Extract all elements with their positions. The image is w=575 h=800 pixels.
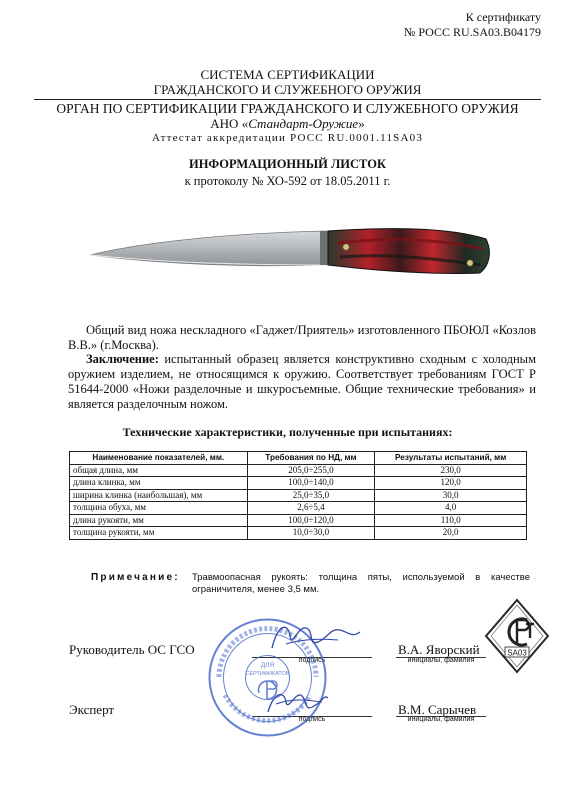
- org-anon-prefix: АНО «: [210, 116, 249, 131]
- knife-photo: [88, 225, 498, 285]
- signature-scribble-expert: [262, 684, 332, 718]
- name-caption: инициалы, фамилия: [407, 716, 475, 723]
- header-parameter: Наименование показателей, мм.: [70, 452, 248, 465]
- table-title: Технические характеристики, полученные при испытаниях:: [122, 425, 453, 439]
- stamp-center-bottom: СЕРТИФИКАТОВ: [245, 671, 290, 677]
- table-row: [70, 502, 527, 515]
- row-parameter: длина рукояти, мм: [70, 514, 248, 527]
- document-subtitle: к протоколу № ХО-592 от 18.05.2011 г.: [184, 174, 391, 188]
- row-result: 20,0: [375, 527, 527, 540]
- row-result: 30,0: [375, 489, 527, 502]
- conclusion-text: испытанный образец является конструктивно сходным с холодным оружием изделием, не относящимся к оружию. Соответствует требованиям ГОСТ Р 51644-2000 «Ножи разделочные и шкуросъемные. Общие технические требования» и является разделочным ножом.: [68, 352, 536, 411]
- row-parameter: длина клинка, мм: [70, 477, 248, 490]
- row-requirement: 10,0÷30,0: [247, 527, 375, 540]
- accreditation-line: Аттестат аккредитации РОСС RU.0001.11SA03: [151, 132, 424, 144]
- signature-role-head: Руководитель ОС ГСО: [69, 642, 195, 657]
- stamp-center-top: ДЛЯ: [260, 662, 275, 669]
- knife-description: Общий вид ножа нескладного «Гаджет/Приятель» изготовленного ПБОЮЛ «Козлов В.В.» (г.Москва).: [68, 323, 536, 352]
- row-result: 230,0: [375, 464, 527, 477]
- row-requirement: 205,0÷255,0: [247, 464, 375, 477]
- org-anon-suffix: »: [358, 116, 365, 131]
- table-row: [70, 464, 527, 477]
- row-parameter: общая длина, мм: [70, 464, 248, 477]
- system-title-line1: СИСТЕМА СЕРТИФИКАЦИИ: [200, 67, 375, 82]
- table-row: [70, 527, 527, 540]
- table-row: [70, 489, 527, 502]
- row-result: 4,0: [375, 502, 527, 515]
- signature-role-expert: Эксперт: [69, 702, 115, 717]
- row-requirement: 100,0÷120,0: [247, 514, 375, 527]
- row-parameter: толщина обуха, мм: [70, 502, 248, 515]
- name-caption: инициалы, фамилия: [407, 657, 475, 664]
- row-requirement: 25,0÷35,0: [247, 489, 375, 502]
- note-text: Травмоопасная рукоять: толщина пяты, используемой в качестве ограничителя, менее 3,5 мм.: [192, 572, 530, 595]
- note-label: Примечание:: [91, 572, 180, 583]
- row-result: 120,0: [375, 477, 527, 490]
- document-title: ИНФОРМАЦИОННЫЙ ЛИСТОК: [188, 157, 387, 171]
- table-row: [70, 514, 527, 527]
- specifications-table: [69, 451, 527, 540]
- rst-certification-mark-icon: [484, 598, 550, 674]
- organization-block: [0, 101, 575, 146]
- org-anon-name: Стандарт-Оружие: [248, 116, 359, 131]
- signature-caption: подпись: [298, 657, 326, 664]
- certificate-reference-number: № РОСС RU.SA03.B04179: [403, 25, 541, 39]
- row-requirement: 100,0÷140,0: [247, 477, 375, 490]
- signatory-name-head: В.А. Яворский: [398, 642, 480, 657]
- row-parameter: толщина рукояти, мм: [70, 527, 248, 540]
- system-title-line2: ГРАЖДАНСКОГО И СЛУЖЕБНОГО ОРУЖИЯ: [153, 82, 422, 97]
- row-result: 110,0: [375, 514, 527, 527]
- row-requirement: 2,6÷5,4: [247, 502, 375, 515]
- row-parameter: ширина клинка (наибольшая), мм: [70, 489, 248, 502]
- rst-code: SA03: [507, 648, 527, 658]
- header-results: Результаты испытаний, мм: [375, 452, 527, 465]
- organization-name: ОРГАН ПО СЕРТИФИКАЦИИ ГРАЖДАНСКОГО И СЛУЖЕБНОГО ОРУЖИЯ: [56, 101, 519, 116]
- header-requirements: Требования по НД, мм: [247, 452, 375, 465]
- signature-scribble-head: [268, 618, 363, 658]
- conclusion-paragraph: [68, 352, 536, 412]
- signatory-name-expert: В.М. Сарычев: [398, 702, 477, 717]
- organization-anon: [0, 116, 575, 131]
- header-divider: [34, 99, 541, 100]
- table-header-row: [70, 452, 527, 465]
- table-row: [70, 477, 527, 490]
- signature-caption: подпись: [298, 716, 326, 723]
- conclusion-label: Заключение:: [86, 352, 159, 366]
- certificate-reference-line1: К сертификату: [465, 10, 541, 24]
- certificate-reference: [404, 10, 541, 40]
- system-title: [0, 67, 575, 97]
